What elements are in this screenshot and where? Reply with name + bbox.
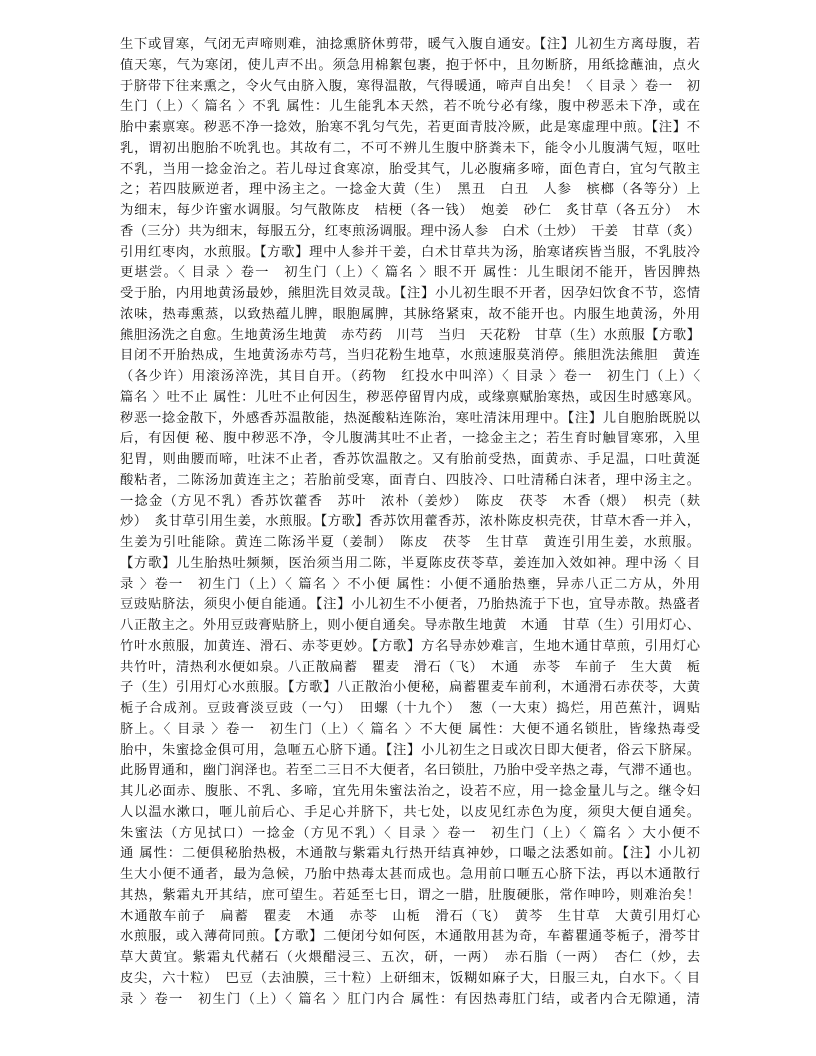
text-line: 浓味，热毒熏蒸，以致热蕴儿脾，眼胞属脾，其脉络紧束，故不能开也。内服生地黄汤，外用 — [120, 306, 700, 322]
text-line: 木通散车前子 扁蓄 瞿麦 木通 赤苓 山栀 滑石（飞） 黄芩 生甘草 大黄引用灯心 — [120, 908, 700, 924]
text-line: 生下或冒寒，气闭无声啼则难，油捻熏脐休剪带，暖气入腹自通安。【注】儿初生方离母腹，若 — [120, 37, 700, 52]
text-line: 酸粘者，二陈汤加黄连主之；若胎前受寒，面青白、四肢冷、口吐清稀白沫者，理中汤主之。 — [120, 472, 700, 488]
text-line: 胎中素禀寒。秽恶不净一捻效，胎寒不乳匀气先，若更面青肢冷厥，此是寒虚理中煎。【注】不 — [120, 120, 700, 135]
text-line: 水煎服，或入薄荷同煎。【方歌】二便闭兮如何医，木通散用甚为奇，车蓄瞿通苓栀子，滑芩甘 — [120, 929, 700, 945]
text-line: 生门（上）〈 篇名 〉不乳 属性：儿生能乳本天然，若不吮兮必有缘，腹中秽恶未下净，或在 — [120, 99, 700, 115]
text-line: 脐上。〈 目录 〉卷一 初生门（上）〈 篇名 〉不大便 属性：大便不通名锁肚，皆缘热毒受 — [120, 721, 700, 737]
text-line: 子（生）引用灯心水煎服。【方歌】八正散治小便秘，扁蓄瞿麦车前利，木通滑石赤茯苓，大黄 — [120, 680, 700, 696]
text-line: 此肠胃通和，幽门润泽也。若至二三日不大便者，名曰锁肚，乃胎中受辛热之毒，气滞不通也。 — [120, 763, 700, 779]
text-line: 犯胃，则曲腰而啼，吐沫不止者，香苏饮温散之。又有胎前受热，面黄赤、手足温，口吐黄涎 — [120, 452, 700, 467]
text-line: 栀子合成剂。豆豉膏淡豆豉（一勺） 田螺（十九个） 葱（一大束）捣烂，用芭蕉汁，调贴 — [120, 701, 700, 716]
text-line: 朱蜜法（方见拭口）一捻金（方见不乳）〈 目录 〉卷一 初生门（上）〈 篇名 〉大小便不 — [120, 825, 700, 841]
text-line: 不乳，当用一捻金治之。若儿母过食寒凉，胎受其气，儿必腹痛多啼，面色青白，宜匀气散主 — [120, 161, 700, 177]
text-line: 目闭不开胎热成，生地黄汤赤芍芎，当归花粉生地草，水煎速服莫消停。熊胆洗法熊胆 黄连 — [120, 348, 700, 364]
text-line: 胎中，朱蜜捻金俱可用，急咂五心脐下通。【注】小儿初生之日或次日即大便者，俗云下脐屎。 — [120, 742, 700, 758]
text-line: 八正散主之。外用豆豉膏贴脐上，则小便自通矣。导赤散生地黄 木通 甘草（生）引用灯心、 — [120, 618, 700, 633]
text-line: 更堪尝。〈 目录 〉卷一 初生门（上）〈 篇名 〉眼不开 属性：儿生眼闭不能开，皆因脾热 — [120, 265, 700, 281]
text-line: 通 属性：二便俱秘胎热极，木通散与紫霜丸行热开结真神妙，口嘬之法悉如前。【注】小儿初 — [120, 846, 700, 862]
text-line: 于脐带下往来熏之，令火气由脐入腹，寒得温散，气得暖通，啼声自出矣！〈 目录 〉卷一 初 — [120, 78, 700, 94]
text-line: 值天寒，气为寒闭，使儿声不出。须急用棉絮包裹，抱于怀中，且勿断脐，用纸捻蘸油，点火 — [120, 57, 700, 73]
text-line: 后，有因便 秘、腹中秽恶不净，令儿腹满其吐不止者，一捻金主之；若生育时触冒寒邪，入里 — [120, 431, 700, 447]
text-line: （各少许）用滚汤淬洗，其目自开。（药物 红投水中叫淬）〈 目录 〉卷一 初生门（上）〈 — [120, 369, 700, 384]
text-line: 草大黄宜。紫霜丸代赭石（火煨醋浸三、五次，研，一两） 赤石脂（一两） 杏仁（炒，去 — [120, 950, 700, 965]
text-line: 生大小便不通者，最为急候，乃胎中热毒太甚而成也。急用前口咂五心脐下法，再以木通散行 — [120, 867, 700, 882]
text-line: 共竹叶，清热利水便如泉。八正散扁蓄 瞿麦 滑石（飞） 木通 赤苓 车前子 生大黄 栀 — [120, 659, 700, 675]
text-line: 篇名 〉吐不止 属性：儿吐不止何因生，秽恶停留胃内成，或缘禀赋胎寒热，或因生时感寒风。 — [120, 389, 700, 405]
text-line: 乳，谓初出胞胎不吮乳也。其故有二，不可不辨儿生腹中脐粪未下，能令小儿腹满气短，呕吐 — [120, 140, 700, 156]
text-line: 其儿必面赤、腹胀、不乳、多啼，宜先用朱蜜法治之，设若不应，用一捻金量儿与之。继令妇 — [120, 784, 700, 799]
text-line: 竹叶水煎服，加黄连、滑石、赤苓更妙。【方歌】方名导赤妙难言，生地木通甘草煎，引用灯心 — [120, 638, 700, 654]
text-line: 熊胆汤洗之自愈。生地黄汤生地黄 赤芍药 川芎 当归 天花粉 甘草（生）水煎服【方歌】 — [120, 327, 700, 343]
document-body — [120, 35, 700, 1010]
text-line: 受于胎，内用地黄汤最妙，熊胆洗目效灵哉。【注】小儿初生眼不开者，因孕妇饮食不节，恣情 — [120, 286, 700, 301]
text-line: 之；若四肢厥逆者，理中汤主之。一捻金大黄（生） 黑丑 白丑 人参 槟榔（各等分）上 — [120, 182, 700, 198]
text-line: 炒） 炙甘草引用生姜，水煎服。【方歌】香苏饮用藿香苏，浓朴陈皮枳壳茯，甘草木香一并入， — [120, 514, 700, 530]
text-line: 【方歌】儿生胎热吐频频，医治须当用二陈，半夏陈皮茯苓草，姜连加入效如神。理中汤〈 目 — [120, 555, 700, 571]
text-line: 豆豉贴脐法，须臾小便自能通。【注】小儿初生不小便者，乃胎热流于下也，宜导赤散。热盛者 — [120, 597, 700, 613]
text-line: 秽恶一捻金散下，外感香苏温散能，热涎酸粘连陈治，寒吐清沫用理中。【注】儿自胞胎既脱以 — [120, 410, 700, 426]
text-line: 人以温水漱口，咂儿前后心、手足心并脐下，共七处，以皮见红赤色为度，须臾大便自通矣。 — [120, 804, 700, 820]
text-line: 其热，紫霜丸开其结，庶可望生。若延至七日，谓之一腊，肚腹硬胀，常作呻吟，则难治矣！ — [120, 887, 700, 903]
text-line: 生姜为引吐能除。黄连二陈汤半夏（姜制） 陈皮 茯苓 生甘草 黄连引用生姜，水煎服。 — [120, 535, 700, 550]
text-line: 录 〉卷一 初生门（上）〈 篇名 〉不小便 属性：小便不通胎热壅，异赤八正二方从，外用 — [120, 576, 700, 592]
text-line: 皮尖，六十粒） 巴豆（去油膜，三十粒）上研细末，饭糊如麻子大，日服三丸，白水下。〈 目 — [120, 970, 700, 986]
text-line: 引用红枣肉，水煎服。【方歌】理中人参并干姜，白术甘草共为汤，胎寒诸疾皆当服，不乳肢冷 — [120, 244, 700, 260]
text-line: 为细末，每少许蜜水调服。匀气散陈皮 桔梗（各一钱） 炮姜 砂仁 炙甘草（各五分） 木 — [120, 203, 700, 218]
text-line: 录 〉卷一 初生门（上）〈 篇名 〉肛门内合 属性：有因热毒肛门结，或者内合无隙通，清 — [120, 991, 700, 1007]
text-line: 香（三分）共为细末，每服五分，红枣煎汤调服。理中汤人参 白术（土炒） 干姜 甘草（炙） — [120, 223, 700, 239]
text-line: 一捻金（方见不乳）香苏饮藿香 苏叶 浓朴（姜炒） 陈皮 茯苓 木香（煨） 枳壳（麸 — [120, 493, 700, 509]
